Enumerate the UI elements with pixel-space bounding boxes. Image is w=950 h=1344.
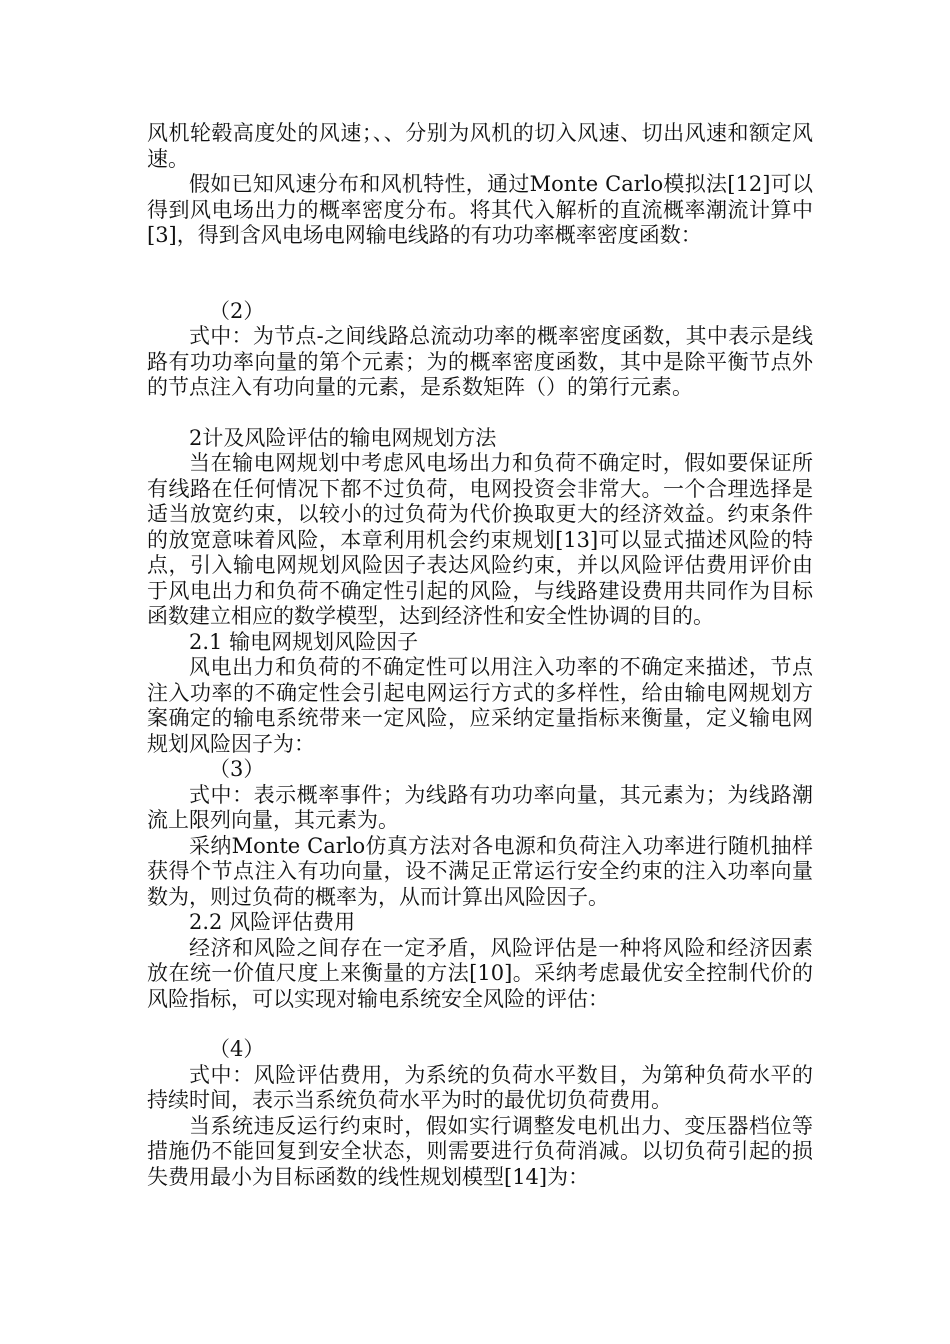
paragraph-monte-carlo-sampling: 采纳Monte Carlo仿真方法对各电源和负荷注入功率进行随机抽样获得个节点注入有功向量，设不满足正常运行安全约束的注入功率向量数为，则过负荷的概率为，从而计算出风险因子。: [147, 833, 813, 909]
paragraph-risk-factor-definition: 风电出力和负荷的不确定性可以用注入功率的不确定来描述，节点注入功率的不确定性会引起电网运行方式的多样性，给由输电网规划方案确定的输电系统带来一定风险，应采纳定量指标来衡量，定义输电网规划风险因子为：: [147, 655, 813, 756]
equation-number-2: （2）: [209, 298, 265, 323]
equation-number-4: （4）: [209, 1037, 265, 1061]
paragraph-monte-carlo-wind-output: 假如已知风速分布和风机特性，通过Monte Carlo模拟法[12]可以得到风电场出力的概率密度分布。将其代入解析的直流概率潮流计算中[3]，得到含风电场电网输电线路的有功功率概率密度函数：: [147, 172, 813, 247]
equation-4-placeholder: [147, 1012, 813, 1037]
paragraph-wind-speed-definitions: 风机轮毂高度处的风速；、、分别为风机的切入风速、切出风速和额定风速。: [147, 121, 813, 171]
paragraph-load-shedding-model: 当系统违反运行约束时，假如实行调整发电机出力、变压器档位等措施仍不能回复到安全状态，则需要进行负荷消减。以切负荷引起的损失费用最小为目标函数的线性规划模型[14]为：: [147, 1113, 813, 1189]
section-spacer: [147, 401, 813, 426]
subsection-heading-2-2: 2.2 风险评估费用: [189, 910, 356, 934]
paragraph-planning-uncertainty: 当在输电网规划中考虑风电场出力和负荷不确定时，假如要保证所有线路在任何情况下都不过负荷，电网投资会非常大。一个合理选择是适当放宽约束，以较小的过负荷为代价换取更大的经济效益。约束条件的放宽意味着风险，本章利用机会约束规划[13]可以显式描述风险的特点，引入输电网规划风险因子表达风险约束，并以风险评估费用评价由于风电出力和负荷不确定性引起的风险，与线路建设费用共同作为目标函数建立相应的数学模型，达到经济性和安全性协调的目的。: [147, 451, 813, 628]
equation-1-placeholder: [147, 249, 813, 299]
document-page: [147, 121, 813, 1190]
paragraph-equation-2-explanation: 式中：为节点-之间线路总流动功率的概率密度函数，其中表示是线路有功功率向量的第个元素；为的概率密度函数，其中是除平衡节点外的节点注入有功向量的元素，是系数矩阵（）的第行元素。: [147, 324, 813, 399]
paragraph-equation-4-explanation: 式中：风险评估费用，为系统的负荷水平数目，为第种负荷水平的持续时间，表示当系统负荷水平为时的最优切负荷费用。: [147, 1062, 813, 1112]
subsection-heading-2-1: 2.1 输电网规划风险因子: [189, 629, 419, 654]
paragraph-risk-assessment: 经济和风险之间存在一定矛盾，风险评估是一种将风险和经济因素放在统一价值尺度上来衡量的方法[10]。采纳考虑最优安全控制代价的风险指标，可以实现对输电系统安全风险的评估：: [147, 935, 813, 1011]
equation-number-3: （3）: [209, 757, 265, 781]
section-heading-2: 2计及风险评估的输电网规划方法: [189, 425, 497, 450]
paragraph-equation-3-explanation: 式中：表示概率事件；为线路有功功率向量，其元素为；为线路潮流上限列向量，其元素为。: [147, 782, 813, 832]
